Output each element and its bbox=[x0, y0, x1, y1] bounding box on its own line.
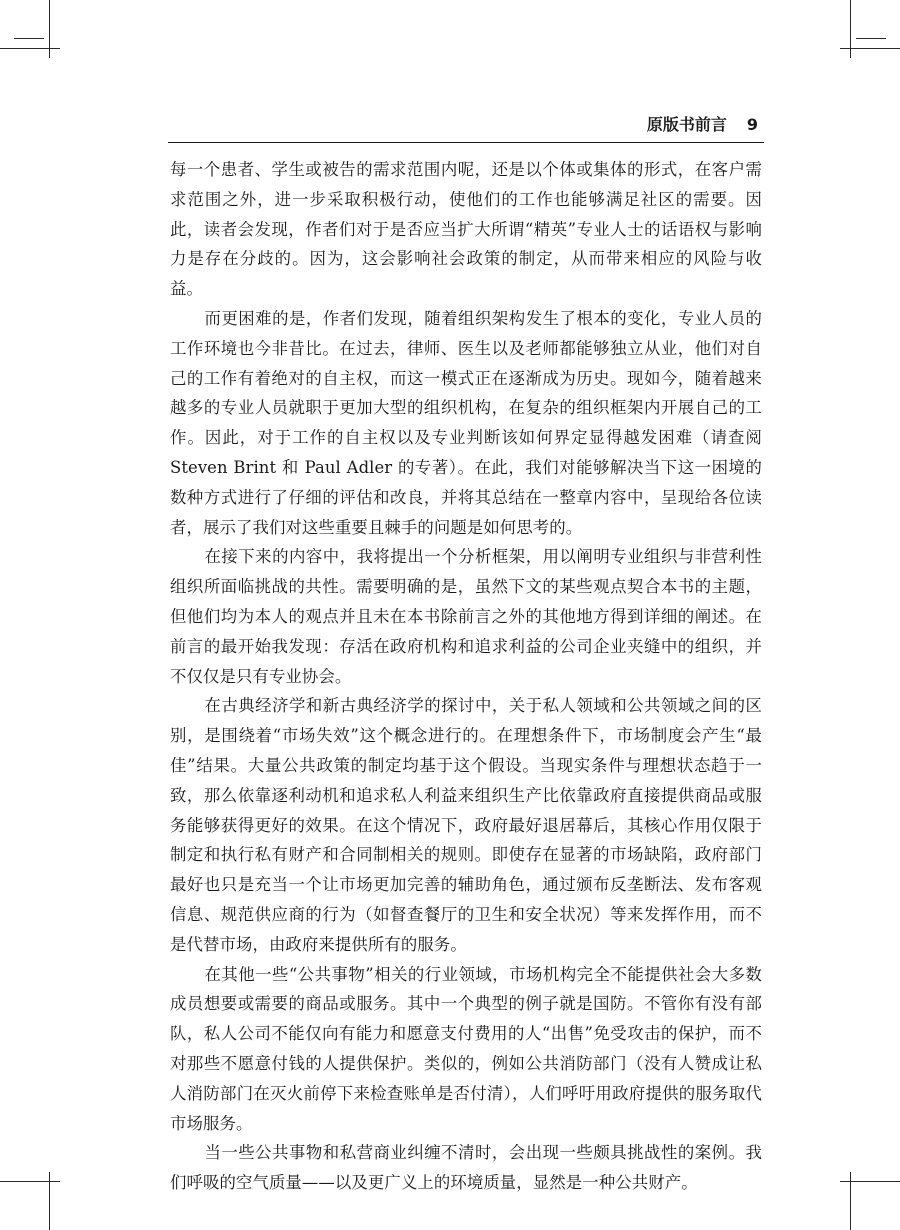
body-text bbox=[170, 155, 762, 1198]
crop-mark-top-right-vertical bbox=[850, 0, 851, 58]
crop-mark-top-left-inner-horizontal bbox=[14, 38, 44, 39]
crop-mark-top-left-vertical bbox=[49, 0, 50, 58]
running-head bbox=[168, 112, 758, 138]
crop-mark-bottom-left-horizontal bbox=[0, 1181, 60, 1182]
running-head-title: 原版书前言 bbox=[646, 115, 727, 134]
crop-mark-bottom-right-horizontal bbox=[840, 1181, 900, 1182]
crop-mark-top-left-horizontal bbox=[0, 48, 60, 49]
paragraph: 在其他一些“公共事物”相关的行业领域，市场机构完全不能提供社会大多数成员想要或需要的商品或服务。其中一个典型的例子就是国防。不管你有没有部队，私人公司不能仅向有能力和愿意支付费用的人“出售”免受攻击的保护，而不对那些不愿意付钱的人提供保护。类似的，例如公共消防部门（没有人赞成让私人消防部门在灭火前停下来检查账单是否付清），人们呼吁用政府提供的服务取代市场服务。 bbox=[170, 964, 762, 1133]
crop-mark-top-right-horizontal bbox=[840, 48, 900, 49]
header-rule bbox=[168, 142, 764, 143]
paragraph: 在接下来的内容中，我将提出一个分析框架，用以阐明专业组织与非营利性组织所面临挑战的共性。需要明确的是，虽然下文的某些观点契合本书的主题，但他们均为本人的观点并且未在本书除前言之外的其他地方得到详细的阐述。在前言的最开始我发现：存活在政府机构和追求利益的公司企业夹缝中的组织，并不仅仅是只有专业协会。 bbox=[170, 547, 762, 686]
crop-mark-top-right-inner-horizontal bbox=[856, 38, 886, 39]
page-number: 9 bbox=[746, 115, 758, 134]
crop-mark-bottom-right-vertical bbox=[850, 1172, 851, 1230]
paragraph: 在古典经济学和新古典经济学的探讨中，关于私人领域和公共领域之间的区别，是围绕着“市场失效”这个概念进行的。在理想条件下，市场制度会产生“最佳”结果。大量公共政策的制定均基于这个假设。当现实条件与理想状态趋于一致，那么依靠逐利动机和追求私人利益来组织生产比依靠政府直接提供商品或服务能够获得更好的效果。在这个情况下，政府最好退居幕后，其核心作用仅限于制定和执行私有财产和合同制相关的规则。即使存在显著的市场缺陷，政府部门最好也只是充当一个让市场更加完善的辅助角色，通过颁布反垄断法、发布客观信息、规范供应商的行为（如督查餐厅的卫生和安全状况）等来发挥作用，而不是代替市场，由政府来提供所有的服务。 bbox=[170, 696, 762, 954]
paragraph: 而更困难的是，作者们发现，随着组织架构发生了根本的变化，专业人员的工作环境也今非昔比。在过去，律师、医生以及老师都能够独立从业，他们对自己的工作有着绝对的自主权，而这一模式正在逐渐成为历史。现如今，随着越来越多的专业人员就职于更加大型的组织机构，在复杂的组织框架内开展自己的工作。因此，对于工作的自主权以及专业判断该如何界定显得越发困难（请查阅 Steven Brint 和 Paul Adler 的专著）。在此，我们对能够解决当下这一困境的数种方式进行了仔细的评估和改良，并将其总结在一整章内容中，呈现给各位读者，展示了我们对这些重要且棘手的问题是如何思考的。 bbox=[170, 308, 762, 537]
paragraph: 当一些公共事物和私营商业纠缠不清时，会出现一些颇具挑战性的案例。我们呼吸的空气质量——以及更广义上的环境质量，显然是一种公共财产。 bbox=[170, 1143, 762, 1193]
paragraph: 每一个患者、学生或被告的需求范围内呢，还是以个体或集体的形式，在客户需求范围之外，进一步采取积极行动，使他们的工作也能够满足社区的需要。因此，读者会发现，作者们对于是否应当扩大所谓“精英”专业人士的话语权与影响力是存在分歧的。因为，这会影响社会政策的制定，从而带来相应的风险与收益。 bbox=[170, 160, 762, 299]
crop-mark-bottom-left-vertical bbox=[49, 1172, 50, 1230]
